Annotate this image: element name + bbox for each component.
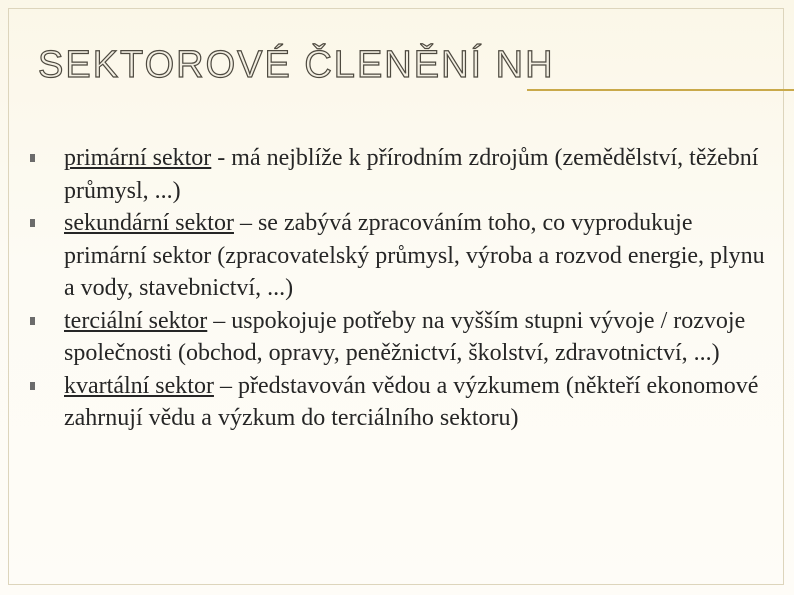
square-bullet-icon	[30, 154, 35, 162]
item-description: – uspokojuje potřeby na vyšším stupni vývoje / rozvoje společnosti (obchod, opravy, peněžnictví, školství, zdravotnictví, ...)	[64, 307, 746, 366]
square-bullet-icon	[30, 382, 35, 390]
item-description: – se zabývá zpracováním toho, co vyprodukuje primární sektor (zpracovatelský průmysl, výroba a rozvod energie, plynu a vody, stavebnictví, ...)	[64, 210, 765, 301]
list-item-secondary-sector	[30, 207, 770, 305]
term-quaternary-sector: kvartální sektor	[64, 372, 214, 399]
list-item-primary-sector	[30, 142, 770, 207]
item-description: – představován vědou a výzkumem (někteří ekonomové zahrnují vědu a výzkum do terciálního sektoru)	[64, 372, 759, 431]
term-secondary-sector: sekundární sektor	[64, 210, 234, 236]
title-accent-rule	[527, 89, 794, 91]
term-primary-sector: primární sektor	[64, 145, 212, 171]
square-bullet-icon	[30, 219, 35, 227]
item-description: - má nejblíže k přírodním zdrojům (zemědělství, těžební průmysl, ...)	[64, 145, 759, 204]
slide-title: SEKTOROVÉ ČLENĚNÍ NH	[38, 44, 555, 86]
list-item-quaternary-sector	[30, 370, 770, 435]
bullet-list	[30, 142, 770, 435]
square-bullet-icon	[30, 317, 35, 325]
list-item-tertiary-sector	[30, 305, 770, 370]
term-tertiary-sector: terciální sektor	[64, 307, 208, 334]
